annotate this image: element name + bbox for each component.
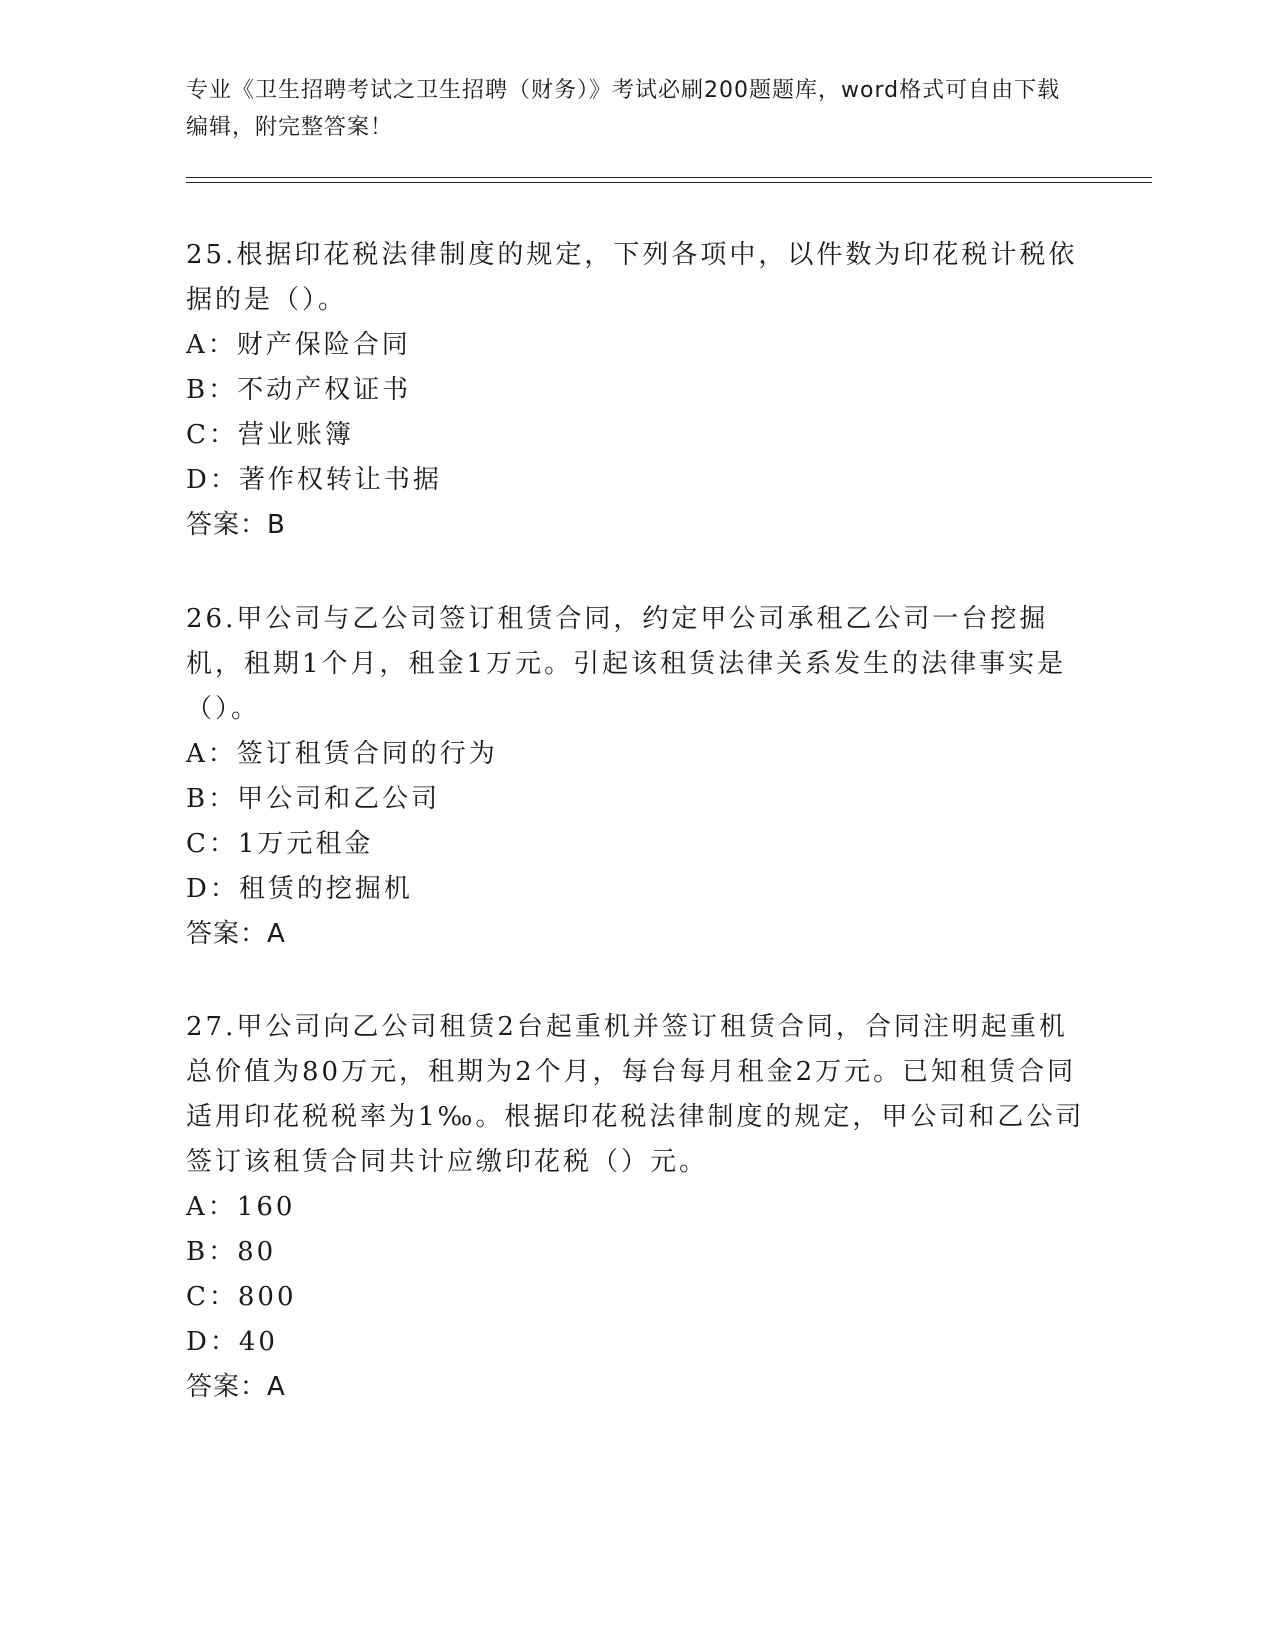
- question-25: [186, 233, 1086, 548]
- option-d: D：著作权转让书据: [186, 465, 442, 495]
- question-27: [186, 1005, 1086, 1410]
- option-c: C：营业账簿: [186, 420, 354, 450]
- document-header: 专业《卫生招聘考试之卫生招聘（财务）》考试必刷200题题库，word格式可自由下载编辑，附完整答案！: [186, 78, 1061, 140]
- option-b: B：甲公司和乙公司: [186, 784, 441, 814]
- option-a: A：160: [186, 1192, 296, 1222]
- answer-text: 答案：A: [186, 1372, 286, 1402]
- option-a: A：财产保险合同: [186, 330, 411, 360]
- option-d: D：40: [186, 1327, 278, 1357]
- answer-text: 答案：B: [186, 510, 286, 540]
- option-b: B：80: [186, 1237, 277, 1267]
- question-text: 27.甲公司向乙公司租赁2台起重机并签订租赁合同，合同注明起重机总价值为80万元，租期为2个月，每台每月租金2万元。已知租赁合同适用印花税税率为1‰。根据印花税法律制度的规定，甲公司和乙公司签订该租赁合同共计应缴印花税（）元。: [186, 1012, 1085, 1177]
- header-divider-bottom: [186, 182, 1152, 183]
- option-c: C：1万元租金: [186, 829, 374, 859]
- option-d: D：租赁的挖掘机: [186, 874, 413, 904]
- header-divider-top: [186, 177, 1152, 178]
- question-text: 25.根据印花税法律制度的规定，下列各项中，以件数为印花税计税依据的是（）。: [186, 240, 1078, 315]
- answer-text: 答案：A: [186, 919, 286, 949]
- option-c: C：800: [186, 1282, 297, 1312]
- question-text: 26.甲公司与乙公司签订租赁合同，约定甲公司承租乙公司一台挖掘机，租期1个月，租金1万元。引起该租赁法律关系发生的法律事实是（）。: [186, 604, 1067, 724]
- option-b: B：不动产权证书: [186, 375, 412, 405]
- question-26: [186, 597, 1086, 957]
- option-a: A：签订租赁合同的行为: [186, 739, 498, 769]
